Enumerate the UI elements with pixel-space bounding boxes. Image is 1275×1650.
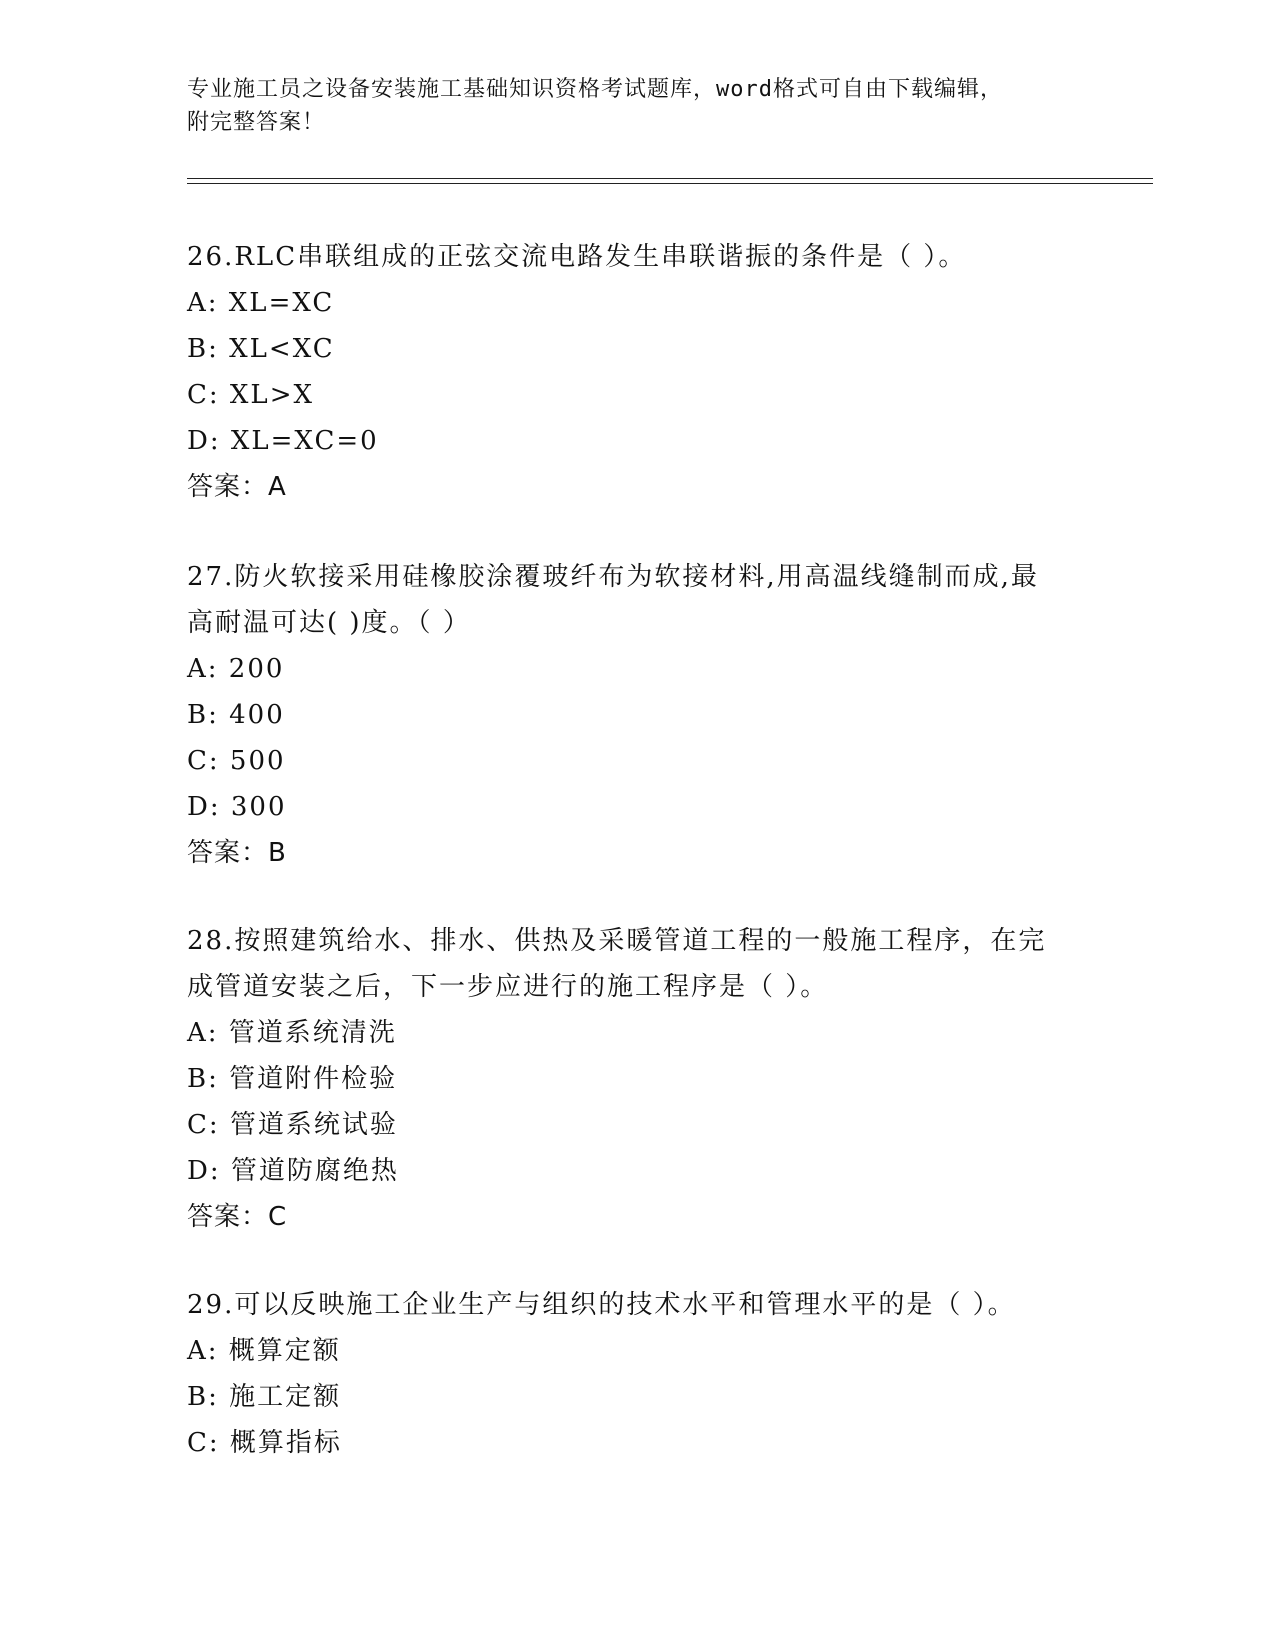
question-26 [187, 234, 1087, 510]
option-d: D: 300 [187, 792, 287, 822]
option-b: B: 400 [187, 700, 285, 730]
option-c: C: 概算指标 [187, 1428, 342, 1458]
option-d: D: 管道防腐绝热 [187, 1156, 399, 1186]
question-27 [187, 554, 1087, 876]
option-a: A: 管道系统清洗 [187, 1018, 397, 1048]
question-28 [187, 918, 1087, 1240]
option-c: C: 管道系统试验 [187, 1110, 398, 1140]
option-d: D: XL=XC=0 [187, 426, 379, 456]
option-c: C: XL>X [187, 380, 314, 410]
answer-label: 答案：B [187, 838, 287, 868]
option-a: A: 200 [187, 654, 285, 684]
header-line-1: 专业施工员之设备安装施工基础知识资格考试题库，word格式可自由下载编辑， [187, 77, 1003, 102]
question-stem-line-1: 28.按照建筑给水、排水、供热及采暖管道工程的一般施工程序，在完 [187, 926, 1047, 956]
question-stem: 29.可以反映施工企业生产与组织的技术水平和管理水平的是（ ）。 [187, 1290, 1016, 1320]
answer-label: 答案：C [187, 1202, 288, 1232]
document-header [187, 73, 1067, 139]
question-stem-line-2: 成管道安装之后，下一步应进行的施工程序是（ ）。 [187, 972, 829, 1002]
header-divider-bottom [187, 183, 1153, 184]
option-b: B: 施工定额 [187, 1382, 342, 1412]
question-29 [187, 1282, 1087, 1466]
header-line-2: 附完整答案！ [187, 110, 326, 135]
option-b: B: 管道附件检验 [187, 1064, 398, 1094]
question-stem-line-2: 高耐温可达( )度。（ ） [187, 608, 471, 638]
option-c: C: 500 [187, 746, 286, 776]
option-b: B: XL<XC [187, 334, 335, 364]
answer-label: 答案：A [187, 472, 287, 502]
option-a: A: 概算定额 [187, 1336, 341, 1366]
question-stem-line-1: 27.防火软接采用硅橡胶涂覆玻纤布为软接材料,用高温线缝制而成,最 [187, 562, 1039, 592]
question-stem: 26.RLC串联组成的正弦交流电路发生串联谐振的条件是（ ）。 [187, 242, 967, 272]
option-a: A: XL=XC [187, 288, 335, 318]
header-divider-top [187, 178, 1153, 179]
